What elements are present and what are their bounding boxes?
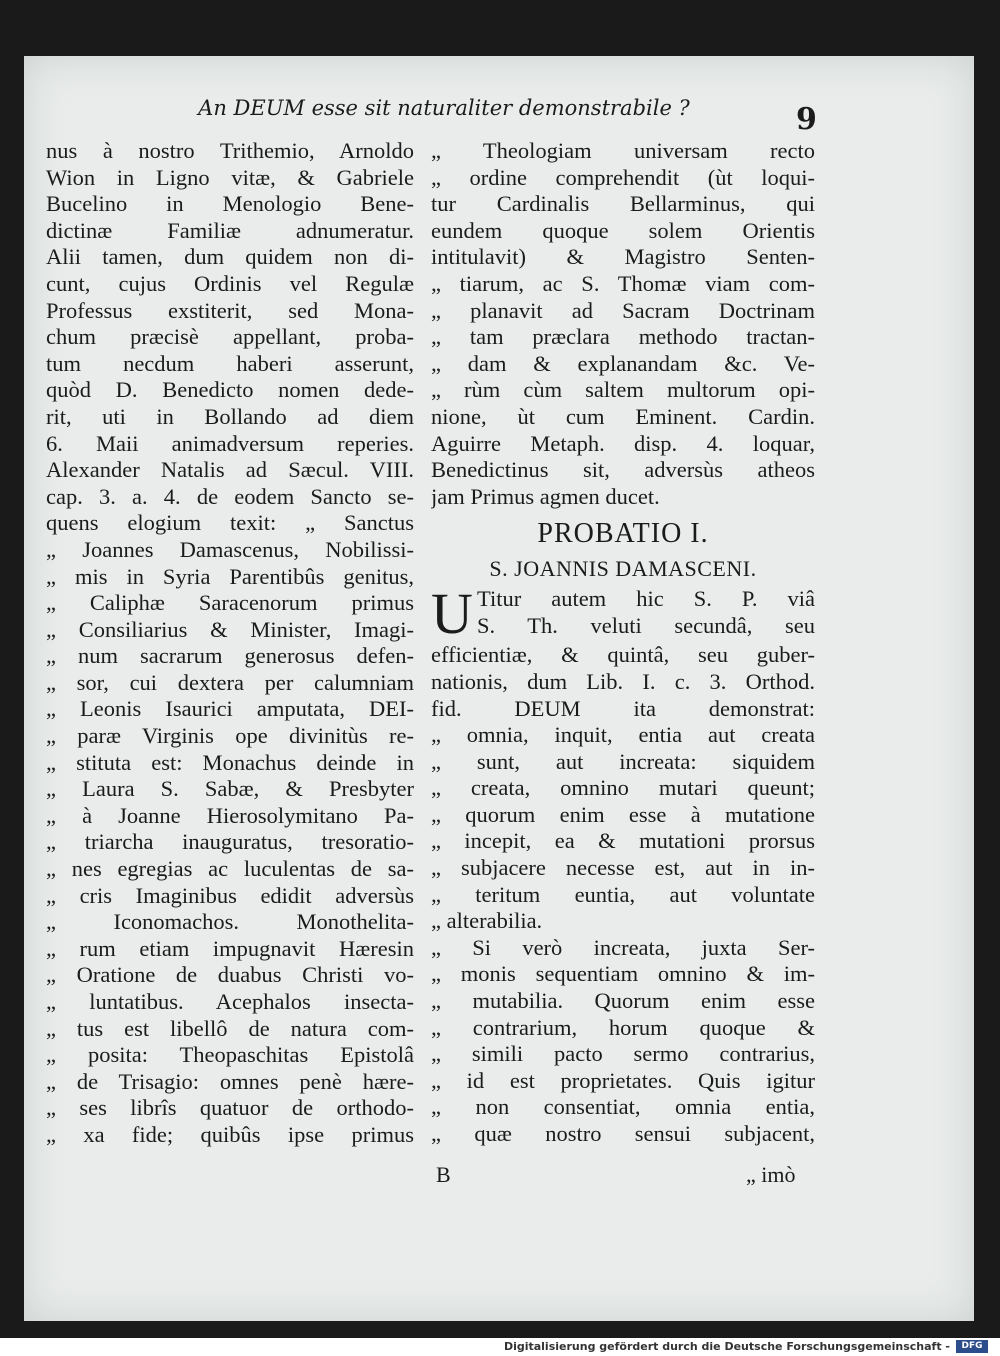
text-line: „ luntatibus. Acephalos insecta- [46, 989, 414, 1014]
text-line: „ Joannes Damascenus, Nobilissi- [46, 536, 414, 562]
dfg-logo: DFG [956, 1340, 988, 1353]
text-line: „ tiarum, ac S. Thomæ viam com- [431, 270, 815, 296]
text-line: cunt, cujus Ordinis vel Regulæ [46, 270, 414, 296]
text-line: „ mis in Syria Parentibûs genitus, [46, 563, 414, 589]
text-line: quòd D. Benedicto nomen dede- [46, 377, 414, 403]
text-line: „ sunt, aut increata: siquidem [431, 748, 815, 774]
text-line: nione, ùt cum Eminent. Cardin. [431, 403, 815, 429]
text-line: „ tus est libellô de natura com- [46, 1015, 414, 1041]
text-line: „ omnia, inquit, entia aut creata [431, 722, 815, 748]
text-line: „ à Joanne Hierosolymitano Pa- [46, 802, 414, 828]
page-number: 9 [796, 102, 817, 137]
text-line: „ Leonis Isaurici amputata, DEI- [46, 696, 414, 722]
text-line: nationis, dum Lib. I. c. 3. Orthod. [431, 668, 815, 694]
text-line: „ cris Imaginibus edidit adversùs [46, 882, 414, 908]
footer-credit: Digitalisierung gefördert durch die Deutsche Forschungsgemeinschaft - [503, 1340, 950, 1353]
section-subheading: S. JOANNIS DAMASCENI. [489, 556, 757, 582]
text-line: nus à nostro Trithemio, Arnoldo [46, 138, 414, 163]
text-line: „ paræ Virginis ope divinitùs re- [46, 723, 414, 749]
text-line: „ quorum enim esse à mutatione [431, 801, 815, 827]
left-text-column [46, 138, 414, 1149]
footer-bar [0, 1338, 1000, 1356]
text-line: „ dam & explanandam &c. Ve- [431, 350, 815, 376]
section-heading: PROBATIO I. [537, 518, 709, 550]
text-line: „ Theologiam universam recto [431, 138, 815, 163]
right-text-column [431, 138, 815, 1148]
text-line: „ Consiliarius & Minister, Imagi- [46, 616, 414, 642]
text-line: fid. DEUM ita demonstrat: [431, 695, 815, 721]
signature-mark: B [436, 1162, 451, 1187]
text-line: „ rum etiam impugnavit Hæresin [46, 935, 414, 961]
text-line: „ Si verò increata, juxta Ser- [431, 934, 815, 960]
text-line: Alii tamen, dum quidem non di- [46, 244, 414, 270]
text-line: dictinæ Familiæ adnumeratur. [46, 217, 414, 243]
text-line: „ non consentiat, omnia entia, [431, 1094, 815, 1120]
text-line: „ Laura S. Sabæ, & Presbyter [46, 776, 414, 802]
text-line: „ Iconomachos. Monothelita- [46, 909, 414, 935]
running-head: An DEUM esse sit naturaliter demonstrabile ? [198, 96, 690, 120]
text-line: „ simili pacto sermo contrarius, [431, 1041, 815, 1067]
text-line: „ nes egregias ac luculentas de sa- [46, 856, 414, 882]
text-line: „ alterabilia. [431, 908, 543, 934]
text-line: jam Primus agmen ducet. [431, 483, 660, 509]
text-line: „ contrarium, horum quoque & [431, 1014, 815, 1040]
text-line: S. Th. veluti secundâ, seu [477, 612, 815, 638]
text-line: Bucelino in Menologio Bene- [46, 191, 414, 217]
text-line: Aguirre Metaph. disp. 4. loquar, [431, 430, 815, 456]
text-line: „ stituta est: Monachus deinde in [46, 749, 414, 775]
text-line: „ creata, omnino mutari queunt; [431, 775, 815, 801]
text-line: Titur autem hic S. P. viâ [477, 586, 815, 612]
right-column-top-text [431, 138, 815, 510]
text-line: „ tam præclara methodo tractan- [431, 324, 815, 350]
dropcap-letter: U [431, 581, 473, 647]
text-line: „ id est proprietates. Quis igitur [431, 1067, 815, 1093]
text-line: chum præcisè appellant, proba- [46, 324, 414, 350]
dropcap-paragraph [431, 581, 815, 647]
text-line: „ de Trisagio: omnes penè hære- [46, 1068, 414, 1094]
text-line: eundem quoque solem Orientis [431, 217, 815, 243]
text-line: „ teritum euntia, aut voluntate [431, 881, 815, 907]
text-line: „ monis sequentiam omnino & im- [431, 961, 815, 987]
text-line: „ sor, cui dextera per calumniam [46, 669, 414, 695]
text-line: 6. Maii animadversum reperies. [46, 430, 414, 456]
text-line: Professus exstiterit, sed Mona- [46, 297, 414, 323]
text-line: „ triarcha inauguratus, tresoratio- [46, 829, 414, 855]
text-line: efficientiæ, & quintâ, seu guber- [431, 642, 815, 668]
text-line: „ Caliphæ Saracenorum primus [46, 590, 414, 616]
text-line: intitulavit) & Magistro Senten- [431, 244, 815, 270]
text-line: Alexander Natalis ad Sæcul. VIII. [46, 457, 414, 483]
text-line: quens elogium texit: „ Sanctus [46, 510, 414, 536]
text-line: „ ses librîs quatuor de orthodo- [46, 1095, 414, 1121]
text-line: „ incepit, ea & mutationi prorsus [431, 828, 815, 854]
book-page [24, 56, 974, 1321]
text-line: „ mutabilia. Quorum enim esse [431, 988, 815, 1014]
text-line: „ ordine comprehendit (ùt loqui- [431, 164, 815, 190]
text-line: „ rùm cùm saltem multorum opi- [431, 377, 815, 403]
text-line: cap. 3. a. 4. de eodem Sancto se- [46, 483, 414, 509]
text-line: tur Cardinalis Bellarminus, qui [431, 191, 815, 217]
text-line: „ Oratione de duabus Christi vo- [46, 962, 414, 988]
text-line: Benedictinus sit, adversùs atheos [431, 457, 815, 483]
text-line: tum necdum haberi asserunt, [46, 350, 414, 376]
text-line: Wion in Ligno vitæ, & Gabriele [46, 164, 414, 190]
text-line: „ subjacere necesse est, aut in in- [431, 855, 815, 881]
text-line: „ quæ nostro sensui subjacent, [431, 1121, 815, 1146]
catchword: „ imò [746, 1162, 796, 1187]
text-line: rit, uti in Bollando ad diem [46, 403, 414, 429]
text-line: „ posita: Theopaschitas Epistolâ [46, 1042, 414, 1068]
text-line: „ xa fide; quibûs ipse primus [46, 1121, 414, 1147]
dropcap-lines [431, 586, 815, 639]
text-line: „ planavit ad Sacram Doctrinam [431, 297, 815, 323]
text-line: „ num sacrarum generosus defen- [46, 643, 414, 669]
right-column-body-text [431, 642, 815, 1147]
